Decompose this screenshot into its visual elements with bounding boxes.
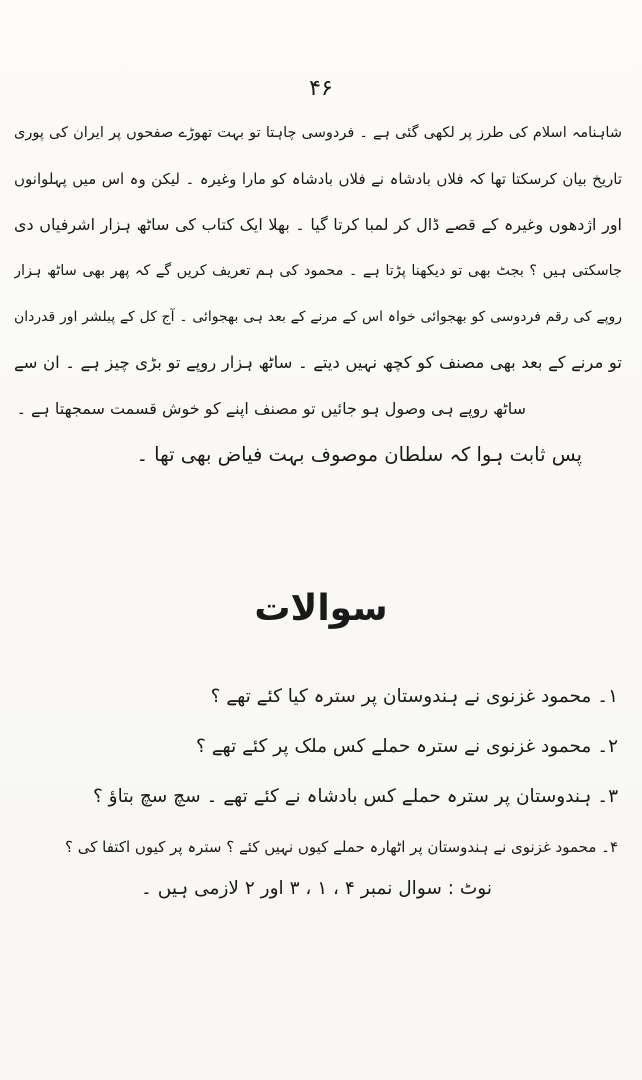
note: نوٹ : سوال نمبر ۴ ، ۱ ، ۳ اور ۲ لازمی ہیں ۔ xyxy=(141,878,492,899)
passage-line: شاہنامہ اسلام کی طرز پر لکھی گئی ہے ۔ فردوسی چاہتا تو بہت تھوڑے صفحوں پر ایران کی پوری xyxy=(14,125,622,141)
page-number: ۴۶ xyxy=(309,76,333,101)
questions-heading: سوالات xyxy=(254,588,388,629)
passage-conclusion: پس ثابت ہوا کہ سلطان موصوف بہت فیاض بھی تھا ۔ xyxy=(136,443,582,466)
question-item: ۴۔ محمود غزنوی نے ہندوستان پر اٹھارہ حملے کیوں نہیں کئے ؟ سترہ پر کیوں اکتفا کی ؟ xyxy=(65,838,618,856)
passage-line: تاریخ بیان کرسکتا تھا کہ فلاں بادشاہ نے فلاں بادشاہ کو مارا وغیرہ ۔ لیکن وہ اس میں پہلوانوں xyxy=(14,170,622,188)
passage-line: روپے کی رقم فردوسی کو بھجوائی خواہ اس کے مرنے کے بعد ہی بھجوائی ۔ آج کل کے پبلشر اور قدردان xyxy=(14,309,622,325)
passage-line: جاسکتی ہیں ؟ بجٹ بھی تو دیکھنا پڑتا ہے ۔ محمود کی ہم تعریف کریں گے کہ پھر بھی ساٹھ ہزار xyxy=(14,263,622,279)
question-item: ۳۔ ہندوستان پر سترہ حملے کس بادشاہ نے کئے تھے ۔ سچ سچ بتاؤ ؟ xyxy=(92,786,618,807)
passage xyxy=(14,110,622,478)
question-item: ۲۔ محمود غزنوی نے سترہ حملے کس ملک پر کئے تھے ؟ xyxy=(196,736,618,757)
passage-line: ساٹھ روپے ہی وصول ہو جائیں تو مصنف اپنے کو خوش قسمت سمجھتا ہے ۔ xyxy=(16,399,526,418)
questions-list xyxy=(58,672,618,872)
passage-line: تو مرنے کے بعد بھی مصنف کو کچھ نہیں دیتے ۔ ساٹھ ہزار روپے تو بڑی چیز ہے ۔ ان سے xyxy=(14,353,622,372)
passage-line: اور اژدھوں وغیرہ کے قصے ڈال کر لمبا کرتا گیا ۔ بھلا ایک کتاب کی ساٹھ ہزار اشرفیاں دی xyxy=(14,215,622,234)
question-item: ۱۔ محمود غزنوی نے ہندوستان پر سترہ کیا کئے تھے ؟ xyxy=(210,686,618,707)
